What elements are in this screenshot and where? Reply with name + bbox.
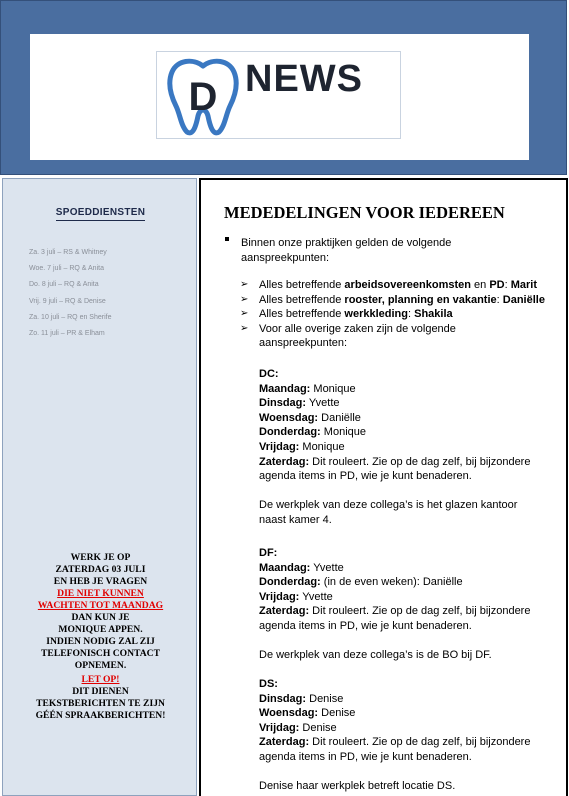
notice-line: TELEFONISCH CONTACT xyxy=(41,648,160,659)
list-item: Vrij. 9 juli – RQ & Denise xyxy=(29,297,106,305)
list-item: Za. 3 juli – RS & Whitney xyxy=(29,249,107,256)
square-bullet-icon xyxy=(225,237,229,241)
schedule-row: Woensdag: Denise xyxy=(259,707,356,720)
page-title: MEDEDELINGEN VOOR IEDEREEN xyxy=(224,203,505,222)
notice-line-highlight: WACHTEN TOT MAANDAG xyxy=(37,600,164,611)
notice-line: OPNEMEN. xyxy=(74,660,127,671)
df-section xyxy=(259,546,559,663)
arrow-bullet-icon: ➢ xyxy=(240,279,249,290)
notice-line-highlight: DIE NIET KUNNEN xyxy=(57,588,144,599)
notice-warning: LET OP! xyxy=(81,674,120,685)
dc-section xyxy=(259,367,559,528)
schedule-row: Maandag: Yvette xyxy=(259,561,344,574)
sidebar xyxy=(2,178,197,796)
spoeddiensten-list xyxy=(29,245,112,342)
list-item: ➢ Alles betreffende arbeidsovereenkomsten en PD: Marit xyxy=(240,279,538,291)
schedule-row: Vrijdag: Yvette xyxy=(259,590,333,603)
section-title: DC: xyxy=(259,368,279,380)
schedule-row: Zaterdag: Dit rouleert. Zie op de dag zelf, bij bijzondere agenda items in PD, wie je kunt benaderen. xyxy=(259,605,531,632)
logo-word: NEWS xyxy=(245,58,363,100)
list-item: ➢ Alles betreffende rooster, planning en vakantie: Daniëlle xyxy=(240,293,545,306)
section-title: DS: xyxy=(259,678,278,690)
schedule-row: Donderdag: (in de even weken): Daniëlle xyxy=(259,576,463,589)
logo-letter: D xyxy=(188,75,218,119)
workplace-note: De werkplek van deze collega’s is de BO bij DF. xyxy=(259,649,492,662)
notice-line: GÉÉN SPRAAKBERICHTEN! xyxy=(35,710,166,721)
section-title: DF: xyxy=(259,547,278,559)
schedule-row: Vrijdag: Monique xyxy=(259,440,345,453)
list-item: ➢ Alles betreffende werkkleding: Shakila xyxy=(240,308,453,321)
arrow-bullet-icon: ➢ xyxy=(240,293,249,305)
notice-line: INDIEN NODIG ZAL ZIJ xyxy=(46,636,155,647)
list-item: ➢ Voor alle overige zaken zijn de volgende aanspreekpunten: xyxy=(240,322,456,350)
saturday-notice xyxy=(3,552,198,722)
notice-line: EN HEB JE VRAGEN xyxy=(53,576,148,587)
schedule-row: Donderdag: Monique xyxy=(259,426,366,439)
tooth-icon xyxy=(163,56,243,136)
notice-line: TEKSTBERICHTEN TE ZIJN xyxy=(36,698,165,709)
list-item: Woe. 7 juli – RQ & Anita xyxy=(29,265,104,273)
sidebar-title: SPOEDDIENSTEN xyxy=(3,207,198,218)
schedule-row: Zaterdag: Dit rouleert. Zie op de dag zelf, bij bijzondere agenda items in PD, wie je kunt benaderen. xyxy=(259,736,531,763)
newsletter-header xyxy=(0,0,567,175)
workplace-note: De werkplek van deze collega’s is het glazen kantoor naast kamer 4. xyxy=(259,499,518,526)
schedule-row: Woensdag: Daniëlle xyxy=(259,411,361,424)
workplace-note: Denise haar werkplek betreft locatie DS. xyxy=(259,780,456,793)
notice-line: MONIQUE APPEN. xyxy=(58,624,143,635)
notice-line: ZATERDAG 03 JULI xyxy=(55,564,146,575)
schedule-row: Dinsdag: Yvette xyxy=(259,397,340,410)
list-item: Za. 10 juli – RQ en Sherife xyxy=(29,313,112,321)
arrow-bullet-icon: ➢ xyxy=(240,322,249,334)
logo xyxy=(156,51,401,139)
schedule-row: Dinsdag: Denise xyxy=(259,692,344,705)
notice-line: WERK JE OP xyxy=(70,552,131,563)
contact-list xyxy=(240,278,560,351)
list-item: Do. 8 juli – RQ & Anita xyxy=(29,281,99,289)
notice-line: DAN KUN JE xyxy=(71,612,130,623)
arrow-bullet-icon: ➢ xyxy=(240,308,249,320)
list-item: Zo. 11 juli – PR & Elham xyxy=(29,330,105,338)
intro-text: Binnen onze praktijken gelden de volgende aanspreekpunten: xyxy=(241,237,452,264)
notice-line: DIT DIENEN xyxy=(72,686,129,697)
schedule-row: Maandag: Monique xyxy=(259,382,356,395)
schedule-row: Vrijdag: Denise xyxy=(259,721,337,734)
schedule-row: Zaterdag: Dit rouleert. Zie op de dag zelf, bij bijzondere agenda items in PD, wie je kunt benaderen. xyxy=(259,455,531,483)
ds-section xyxy=(259,677,559,794)
